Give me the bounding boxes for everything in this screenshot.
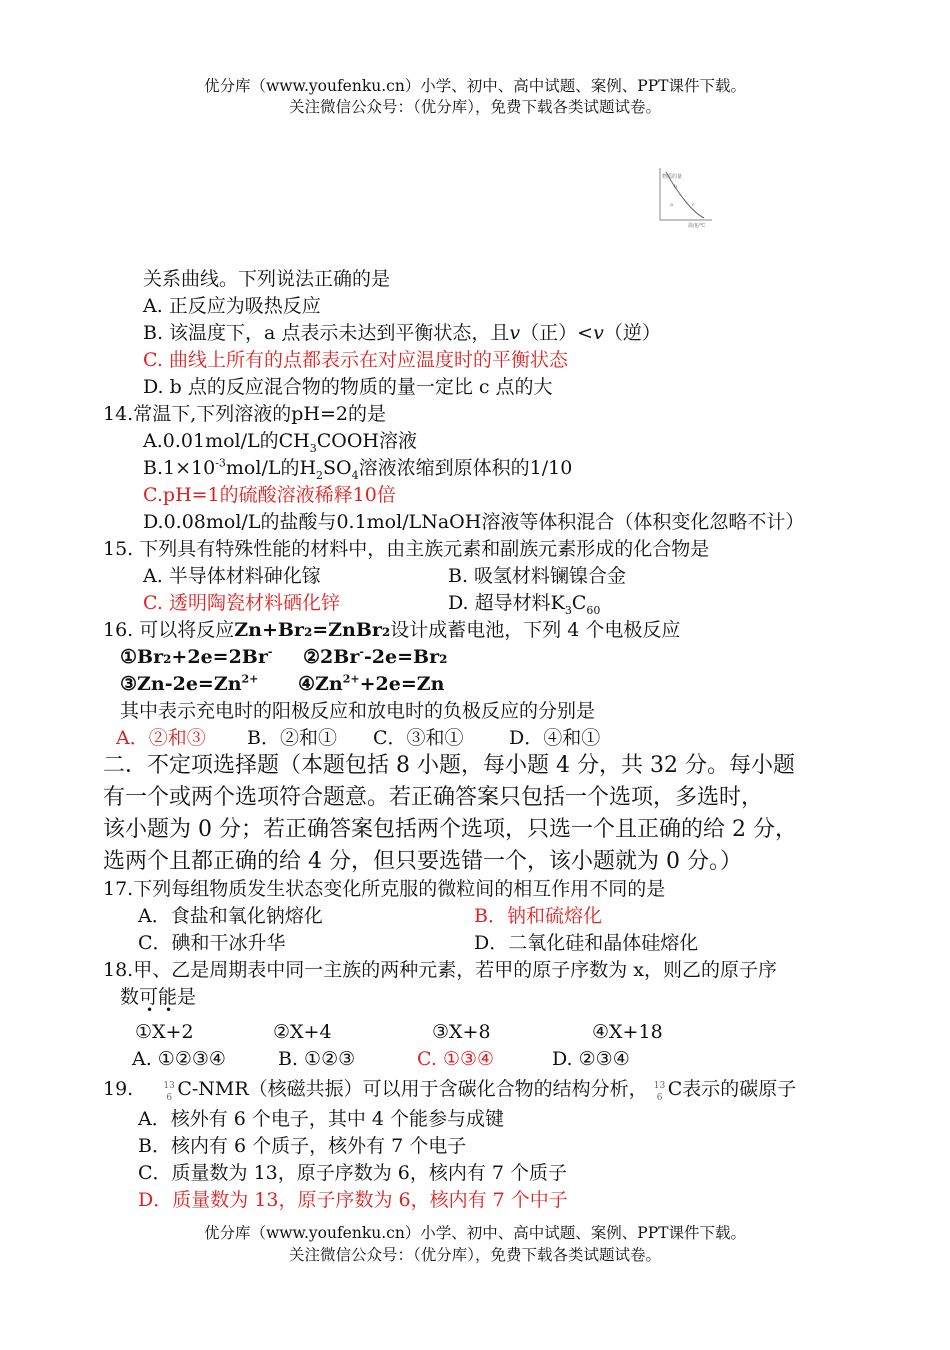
footer-line-1: 优分库（www.youfenku.cn）小学、初中、高中试题、案例、PPT课件下载。 <box>203 1224 747 1242</box>
q15-option-b: B. 吸氢材料镧镍合金 <box>448 565 627 587</box>
q17-option-c: C．碘和干冰升华 <box>138 932 286 954</box>
q18-option-b: B. ①②③ <box>278 1048 356 1070</box>
q13-option-b: B. 该温度下，a 点表示未达到平衡状态，且v（正）<v（逆） <box>143 322 661 344</box>
q16-option-a-answer: A．②和③ <box>116 727 206 749</box>
q15-option-d: D. 超导材料$K_3C_{60}$ <box>448 592 601 617</box>
q13-option-a: A. 正反应为吸热反应 <box>143 295 321 317</box>
header-line-1: 优分库（www.youfenku.cn）小学、初中、高中试题、案例、PPT课件下载。 <box>203 77 747 95</box>
q16-reaction-3: ③Zn-$2e=Zn^{2+}$ <box>120 672 259 695</box>
q19-option-d-answer: D．质量数为 13，原子序数为 6，核内有 7 个中子 <box>138 1189 568 1211</box>
q18-choice-4: ④X+18 <box>592 1021 663 1043</box>
carbon-13-isotope-notation: 13 6 <box>163 1081 175 1103</box>
q13-option-d: D. b 点的反应混合物的物质的量一定比 c 点的大 <box>143 376 553 398</box>
section2-line-2: 有一个或两个选项符合题意。若正确答案只包括一个选项，多选时， <box>103 785 764 810</box>
q16-stem: 16. 可以将反应Zn+Br₂=ZnBr₂设计成蓄电池，下列 4 个电极反应 <box>103 619 681 641</box>
section2-line-3: 该小题为 0 分；若正确答案包括两个选项，只选一个且正确的给 2 分， <box>103 817 797 842</box>
q19-stem: 19. 13 6 C-NMR（核磁共振）可以用于含碳化合物的结构分析， 13 6 C表示的碳原子 <box>103 1078 797 1103</box>
section2-line-4: 选两个且都正确的给 4 分，但只要选错一个，该小题就为 0 分。） <box>103 849 742 874</box>
q19-option-a: A．核外有 6 个电子，其中 4 个能参与成键 <box>138 1108 505 1130</box>
carbon-13-isotope-notation-2: 13 6 <box>653 1081 666 1103</box>
q16-option-d: D．④和① <box>509 727 601 749</box>
q18-stem: 18.甲、乙是周期表中同一主族的两种元素，若甲的原子序数为 x，则乙的原子序 <box>103 959 777 981</box>
q16-question: 其中表示充电时的阳极反应和放电时的负极反应的分别是 <box>120 700 596 722</box>
q16-reaction-2: ②2Br--2e=Br₂ <box>303 645 448 668</box>
figure-point-b: b <box>674 184 678 190</box>
q16-reaction-1: ①Br₂+2e=2Br- <box>120 645 273 668</box>
figure-x-label: 温度/℃ <box>688 223 706 229</box>
section2-line-1: 二．不定项选择题（本题包括 8 小题，每小题 4 分，共 32 分。每小题 <box>103 753 795 778</box>
q17-option-b-answer: B．钠和硫熔化 <box>474 905 602 927</box>
footer-line-2: 关注微信公众号：（优分库），免费下载各类试题试卷。 <box>288 1246 661 1264</box>
q14-stem: 14.常温下,下列溶液的pH=2的是 <box>103 403 386 425</box>
figure-y-label: 物质的量 <box>662 174 683 180</box>
q16-option-b: B．②和① <box>247 727 337 749</box>
q15-option-c-answer: C. 透明陶瓷材料硒化锌 <box>143 592 340 614</box>
q13-stem: 关系曲线。下列说法正确的是 <box>143 268 391 290</box>
equilibrium-curve-figure <box>652 164 716 230</box>
q14-option-d: D.0.08mol/L的盐酸与0.1mol/LNaOH溶液等体积混合（体积变化忽略不计） <box>143 511 805 533</box>
figure-point-a: a <box>670 202 673 208</box>
figure-point-c: c <box>692 202 695 208</box>
q17-stem: 17.下列每组物质发生状态变化所克服的微粒间的相互作用不同的是 <box>103 878 666 900</box>
q15-stem: 15. 下列具有特殊性能的材料中，由主族元素和副族元素形成的化合物是 <box>103 538 710 560</box>
q13-option-c-answer: C. 曲线上所有的点都表示在对应温度时的平衡状态 <box>143 349 568 371</box>
q15-option-a: A. 半导体材料砷化镓 <box>143 565 321 587</box>
header-line-2: 关注微信公众号：（优分库），免费下载各类试题试卷。 <box>288 98 661 116</box>
q19-option-b: B．核内有 6 个质子，核外有 7 个电子 <box>138 1135 467 1157</box>
q19-option-c: C．质量数为 13，原子序数为 6，核内有 7 个质子 <box>138 1162 568 1184</box>
q16-option-c: C．③和① <box>373 727 464 749</box>
q18-choice-3: ③X+8 <box>432 1021 491 1043</box>
q18-stem-line-2: 数可能是 <box>120 986 197 1008</box>
q17-option-a: A．食盐和氧化钠熔化 <box>138 905 323 927</box>
q18-choice-1: ①X+2 <box>135 1021 194 1043</box>
q14-option-c-answer: C.pH=1的硫酸溶液稀释10倍 <box>143 484 396 506</box>
q17-option-d: D．二氧化硅和晶体硅熔化 <box>474 932 699 954</box>
q18-option-d: D. ②③④ <box>552 1048 630 1070</box>
q14-option-a: A.0.01mol/L的$CH_3COOH$溶液 <box>143 430 417 455</box>
q18-option-a: A. ①②③④ <box>132 1048 226 1070</box>
q14-option-b: $B.1\times 10^{-3}mol/L$的$H_2SO_4$溶液浓缩到原体积的1/10 <box>143 456 573 482</box>
q18-choice-2: ②X+4 <box>273 1021 332 1043</box>
q18-option-c-answer: C. ①③④ <box>417 1048 495 1070</box>
q16-reaction-4: $④Zn^{2+}+2e=Zn$ <box>298 672 445 695</box>
